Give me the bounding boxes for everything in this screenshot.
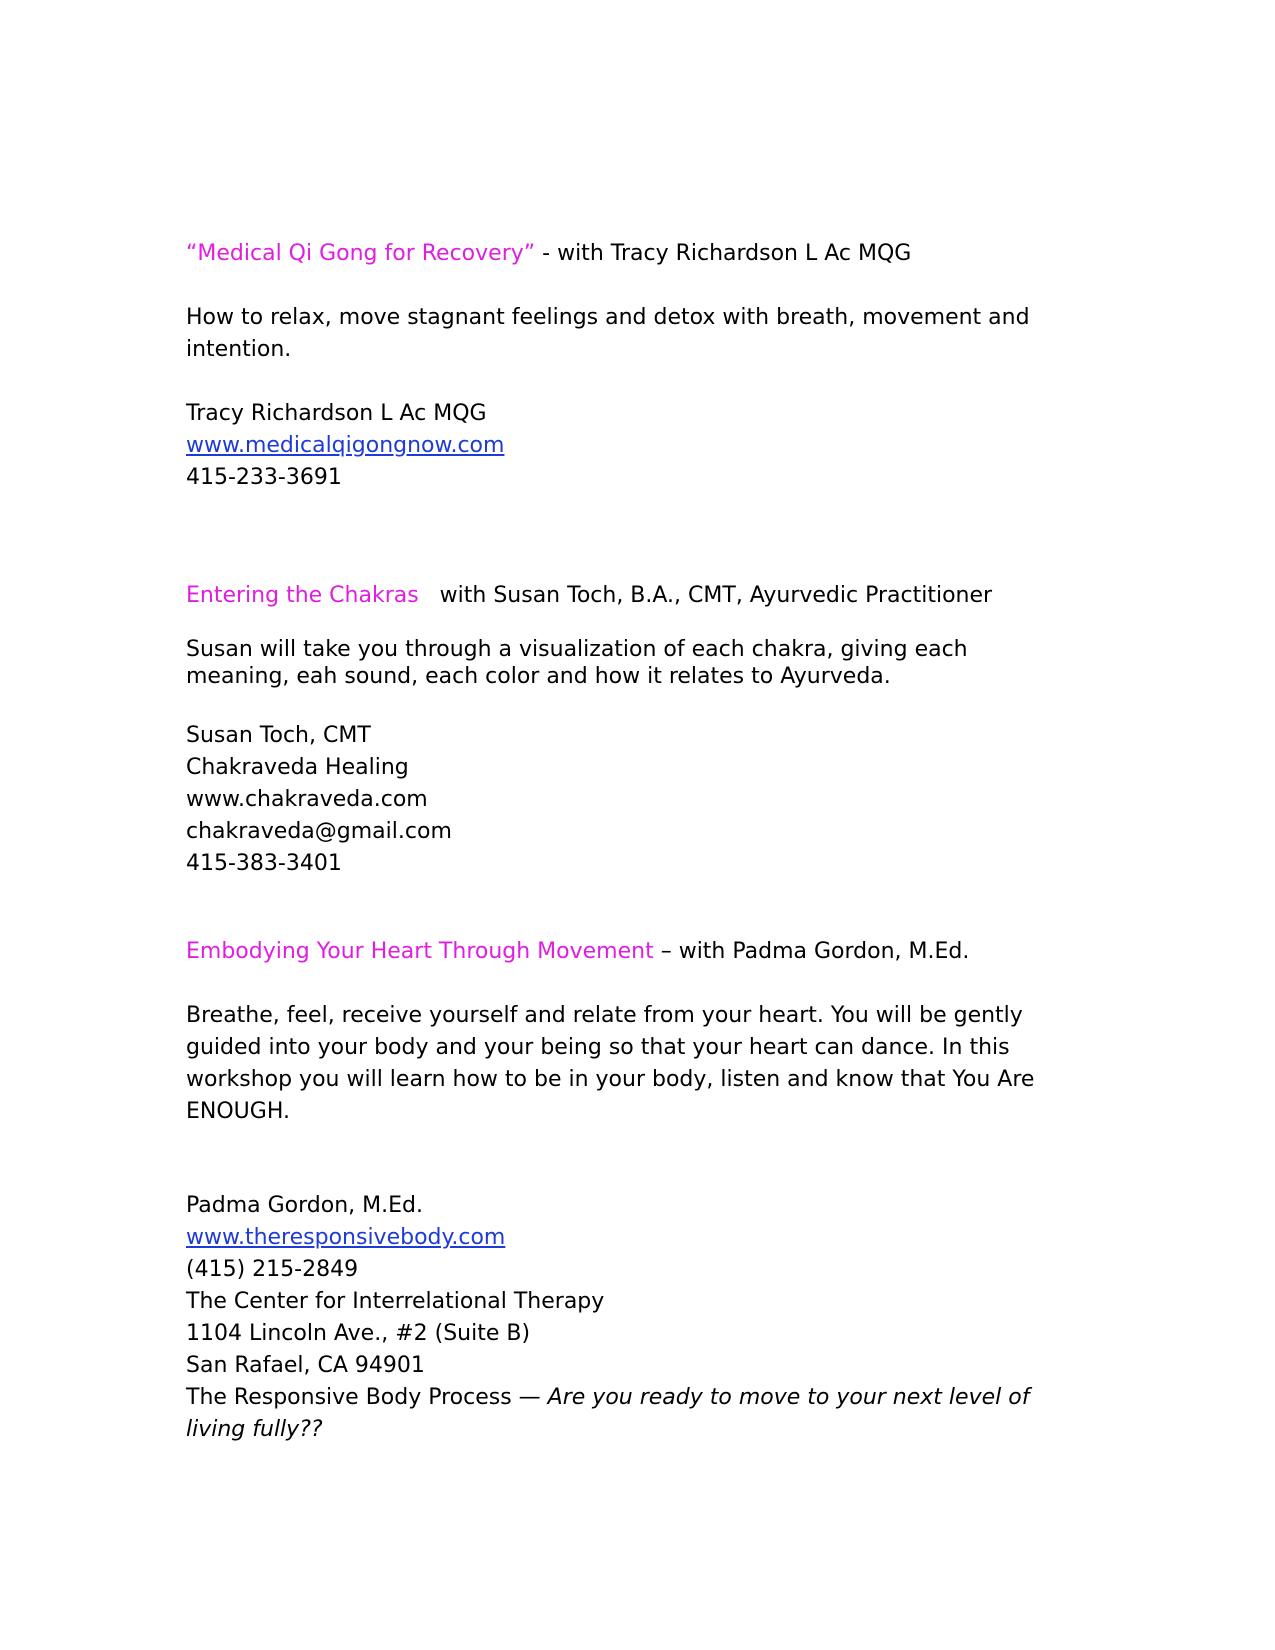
tagline (186, 1382, 1036, 1446)
contact-name: Susan Toch, CMT (186, 723, 371, 748)
workshop-description: Breathe, feel, receive yourself and relate from your heart. You will be gently guided into your body and your being so that your heart can dance. In this workshop you will learn how to be in your body, listen and know that You Are ENOUGH. (186, 1003, 1035, 1124)
business-name: Chakraveda Healing (186, 755, 409, 780)
section-heading (186, 580, 1086, 612)
contact-name: Padma Gordon, M.Ed. (186, 1193, 423, 1218)
phone-number: 415-383-3401 (186, 851, 342, 876)
presenter-line: – with Padma Gordon, M.Ed. (653, 939, 970, 964)
tagline-italic: Are you ready to move to your next level of living fully?? (186, 1385, 1030, 1442)
presenter-line: with Susan Toch, B.A., CMT, Ayurvedic Practitioner (418, 583, 993, 608)
workshop-section-chakras (186, 580, 1086, 880)
email-link[interactable]: chakraveda@gmail.com (186, 819, 452, 844)
contact-name: Tracy Richardson L Ac MQG (186, 401, 487, 426)
website-link[interactable]: www.chakraveda.com (186, 787, 428, 812)
workshop-section-heart (186, 936, 1086, 1446)
phone-number: 415-233-3691 (186, 465, 342, 490)
workshop-title: Entering the Chakras (186, 583, 419, 608)
phone-number: (415) 215-2849 (186, 1257, 359, 1282)
section-heading (186, 238, 1086, 270)
website-link[interactable]: www.medicalqigongnow.com (186, 433, 505, 458)
workshop-description: How to relax, move stagnant feelings and detox with breath, movement and intention. (186, 305, 1030, 362)
website-link[interactable]: www.theresponsivebody.com (186, 1225, 506, 1250)
workshop-title: Embodying Your Heart Through Movement (186, 939, 654, 964)
workshop-title: “Medical Qi Gong for Recovery” (186, 241, 536, 266)
organization-name: The Center for Interrelational Therapy (186, 1289, 605, 1314)
section-heading (186, 936, 1086, 968)
presenter-line: - with Tracy Richardson L Ac MQG (535, 241, 912, 266)
workshop-description: Susan will take you through a visualization of each chakra, giving each meaning, eah sound, each color and how it relates to Ayurveda. (186, 637, 968, 689)
address-line-1: 1104 Lincoln Ave., #2 (Suite B) (186, 1321, 531, 1346)
tagline-prefix: The Responsive Body Process — (186, 1385, 548, 1410)
document-page (186, 238, 1086, 1446)
address-line-2: San Rafael, CA 94901 (186, 1353, 425, 1378)
workshop-section-qigong (186, 238, 1086, 494)
